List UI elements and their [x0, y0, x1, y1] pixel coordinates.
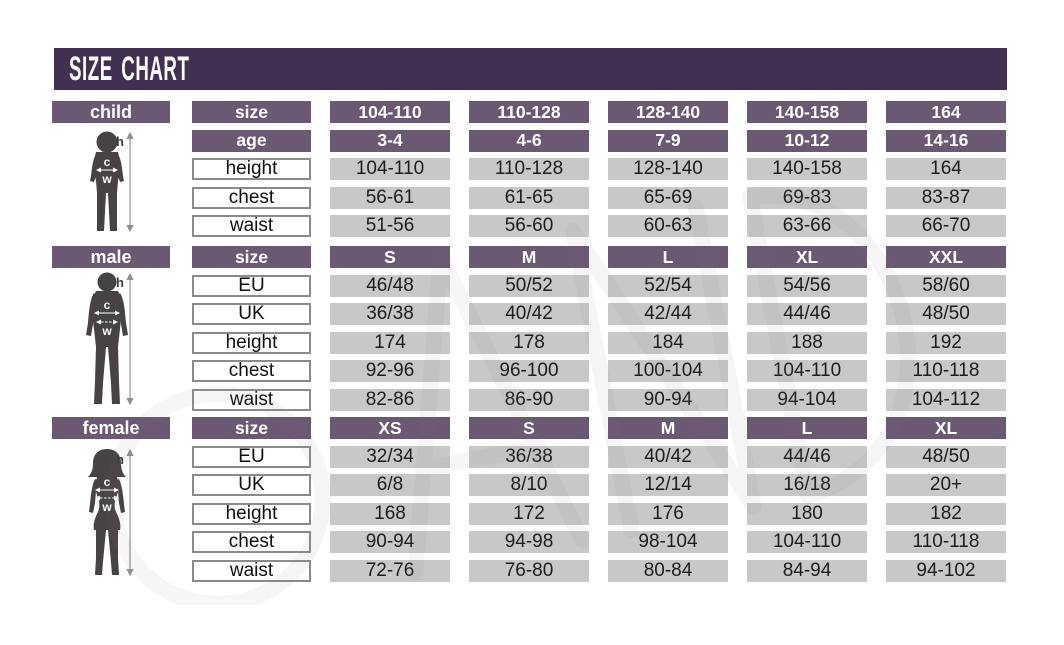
female-figure-icon — [52, 446, 170, 578]
value-cell: 94-102 — [886, 560, 1006, 582]
waist-label: w — [102, 500, 112, 514]
header-cell: XL — [747, 246, 867, 268]
header-cell: 7-9 — [608, 130, 728, 152]
child-figure-icon — [52, 129, 170, 235]
header-cell: XXL — [886, 246, 1006, 268]
value-cell: 56-60 — [469, 215, 589, 237]
value-cell: 182 — [886, 503, 1006, 525]
value-cell: 82-86 — [330, 389, 450, 411]
row-label-uk: UK — [192, 474, 311, 496]
value-cell: 92-96 — [330, 360, 450, 382]
value-cell: 12/14 — [608, 474, 728, 496]
header-cell: 128-140 — [608, 101, 728, 123]
value-cell: 110-118 — [886, 360, 1006, 382]
value-cell: 110-118 — [886, 531, 1006, 553]
value-cell: 98-104 — [608, 531, 728, 553]
row-label-height: height — [192, 158, 311, 180]
value-cell: 94-98 — [469, 531, 589, 553]
header-cell: 4-6 — [469, 130, 589, 152]
value-cell: 188 — [747, 332, 867, 354]
value-cell: 176 — [608, 503, 728, 525]
value-cell: 46/48 — [330, 275, 450, 297]
row-label-waist: waist — [192, 560, 311, 582]
value-cell: 42/44 — [608, 303, 728, 325]
header-cell: 10-12 — [747, 130, 867, 152]
value-cell: 54/56 — [747, 275, 867, 297]
row-label-chest: chest — [192, 187, 311, 209]
chest-label: c — [103, 475, 111, 489]
value-cell: 32/34 — [330, 446, 450, 468]
value-cell: 84-94 — [747, 560, 867, 582]
value-cell: 48/50 — [886, 303, 1006, 325]
header-cell: 110-128 — [469, 101, 589, 123]
value-cell: 164 — [886, 158, 1006, 180]
value-cell: 8/10 — [469, 474, 589, 496]
title-bar — [54, 48, 1007, 90]
row-label-waist: waist — [192, 215, 311, 237]
value-cell: 172 — [469, 503, 589, 525]
section-label-child: child — [52, 101, 170, 123]
row-label-age: age — [192, 130, 311, 152]
row-label-eu: EU — [192, 446, 311, 468]
child-size-table — [192, 101, 1006, 237]
header-cell: M — [608, 417, 728, 439]
value-cell: 80-84 — [608, 560, 728, 582]
value-cell: 192 — [886, 332, 1006, 354]
value-cell: 178 — [469, 332, 589, 354]
value-cell: 44/46 — [747, 446, 867, 468]
value-cell: 16/18 — [747, 474, 867, 496]
value-cell: 52/54 — [608, 275, 728, 297]
height-label: h — [116, 275, 124, 290]
value-cell: 180 — [747, 503, 867, 525]
value-cell: 104-110 — [747, 531, 867, 553]
section-label-male: male — [52, 246, 170, 268]
value-cell: 60-63 — [608, 215, 728, 237]
value-cell: 50/52 — [469, 275, 589, 297]
header-cell: L — [747, 417, 867, 439]
value-cell: 36/38 — [330, 303, 450, 325]
value-cell: 140-158 — [747, 158, 867, 180]
value-cell: 86-90 — [469, 389, 589, 411]
value-cell: 94-104 — [747, 389, 867, 411]
row-label-chest: chest — [192, 360, 311, 382]
value-cell: 104-110 — [330, 158, 450, 180]
page-title: SIZE CHART — [69, 49, 190, 88]
row-label-chest: chest — [192, 531, 311, 553]
header-cell: L — [608, 246, 728, 268]
header-cell: S — [469, 417, 589, 439]
value-cell: 128-140 — [608, 158, 728, 180]
value-cell: 48/50 — [886, 446, 1006, 468]
value-cell: 66-70 — [886, 215, 1006, 237]
value-cell: 58/60 — [886, 275, 1006, 297]
chest-label: c — [103, 298, 111, 312]
value-cell: 40/42 — [608, 446, 728, 468]
header-cell: XS — [330, 417, 450, 439]
value-cell: 44/46 — [747, 303, 867, 325]
chest-label: c — [103, 155, 111, 169]
header-cell: 164 — [886, 101, 1006, 123]
header-cell: M — [469, 246, 589, 268]
value-cell: 40/42 — [469, 303, 589, 325]
female-size-table — [192, 417, 1006, 582]
row-label-height: height — [192, 503, 311, 525]
male-size-table — [192, 246, 1006, 411]
value-cell: 51-56 — [330, 215, 450, 237]
row-label-size: size — [192, 101, 311, 123]
header-cell: S — [330, 246, 450, 268]
waist-label: w — [102, 172, 112, 186]
height-label: h — [116, 134, 124, 149]
value-cell: 83-87 — [886, 187, 1006, 209]
waist-label: w — [102, 324, 112, 338]
height-label: h — [116, 452, 124, 467]
value-cell: 72-76 — [330, 560, 450, 582]
header-cell: 140-158 — [747, 101, 867, 123]
value-cell: 63-66 — [747, 215, 867, 237]
row-label-eu: EU — [192, 275, 311, 297]
value-cell: 69-83 — [747, 187, 867, 209]
row-label-uk: UK — [192, 303, 311, 325]
value-cell: 168 — [330, 503, 450, 525]
header-cell: XL — [886, 417, 1006, 439]
row-label-height: height — [192, 332, 311, 354]
value-cell: 110-128 — [469, 158, 589, 180]
value-cell: 61-65 — [469, 187, 589, 209]
male-figure-icon — [52, 271, 170, 407]
header-cell: 104-110 — [330, 101, 450, 123]
header-cell: 14-16 — [886, 130, 1006, 152]
value-cell: 76-80 — [469, 560, 589, 582]
header-cell: 3-4 — [330, 130, 450, 152]
row-label-size: size — [192, 246, 311, 268]
value-cell: 104-110 — [747, 360, 867, 382]
value-cell: 20+ — [886, 474, 1006, 496]
row-label-size: size — [192, 417, 311, 439]
section-label-female: female — [52, 417, 170, 439]
value-cell: 56-61 — [330, 187, 450, 209]
value-cell: 100-104 — [608, 360, 728, 382]
row-label-waist: waist — [192, 389, 311, 411]
value-cell: 6/8 — [330, 474, 450, 496]
value-cell: 36/38 — [469, 446, 589, 468]
value-cell: 90-94 — [608, 389, 728, 411]
value-cell: 184 — [608, 332, 728, 354]
value-cell: 65-69 — [608, 187, 728, 209]
value-cell: 104-112 — [886, 389, 1006, 411]
value-cell: 96-100 — [469, 360, 589, 382]
value-cell: 90-94 — [330, 531, 450, 553]
value-cell: 174 — [330, 332, 450, 354]
